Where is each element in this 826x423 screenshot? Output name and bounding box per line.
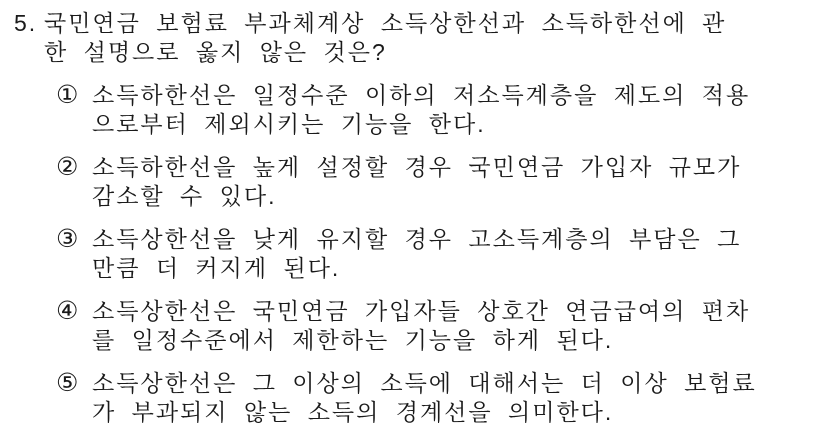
- option-3-line-1: 소득상한선을 낮게 유지할 경우 고소득계층의 부담은 그: [92, 226, 742, 252]
- option-5-line-2: 가 부과되지 않는 소득의 경계선을 의미한다.: [92, 399, 614, 423]
- option-3-line-2: 만큼 더 커지게 된다.: [92, 255, 341, 281]
- question-block: [14, 9, 818, 67]
- option-4-line-2: 를 일정수준에서 제한하는 기능을 하게 된다.: [92, 327, 614, 353]
- option-4: [56, 297, 818, 355]
- option-4-marker: ④: [56, 297, 79, 325]
- option-1: [56, 81, 818, 139]
- option-3: [56, 225, 818, 283]
- option-5-text: [92, 369, 757, 423]
- question-line-2: 한 설명으로 옳지 않은 것은?: [44, 39, 387, 65]
- option-2: [56, 153, 818, 211]
- option-4-line-1: 소득상한선은 국민연금 가입자들 상호간 연금급여의 편차: [92, 298, 751, 324]
- option-1-marker: ①: [56, 81, 79, 109]
- option-3-marker: ③: [56, 225, 79, 253]
- option-1-line-1: 소득하한선은 일정수준 이하의 저소득계층을 제도의 적용: [92, 82, 751, 108]
- question-text: [44, 9, 726, 67]
- option-5-marker: ⑤: [56, 369, 79, 397]
- option-3-text: [92, 225, 741, 283]
- option-2-text: [92, 153, 741, 211]
- option-1-text: [92, 81, 750, 139]
- option-5: [56, 369, 818, 423]
- question-number: 5.: [14, 10, 38, 36]
- options-list: [14, 81, 818, 423]
- option-2-marker: ②: [56, 153, 79, 181]
- option-2-line-2: 감소할 수 있다.: [92, 183, 277, 209]
- option-5-line-1: 소득상한선은 그 이상의 소득에 대해서는 더 이상 보험료: [92, 370, 757, 396]
- option-4-text: [92, 297, 750, 355]
- option-2-line-1: 소득하한선을 높게 설정할 경우 국민연금 가입자 규모가: [92, 154, 742, 180]
- question-line-1: 국민연금 보험료 부과체계상 소득상한선과 소득하한선에 관: [44, 10, 727, 36]
- option-1-line-2: 으로부터 제외시키는 기능을 한다.: [92, 111, 486, 137]
